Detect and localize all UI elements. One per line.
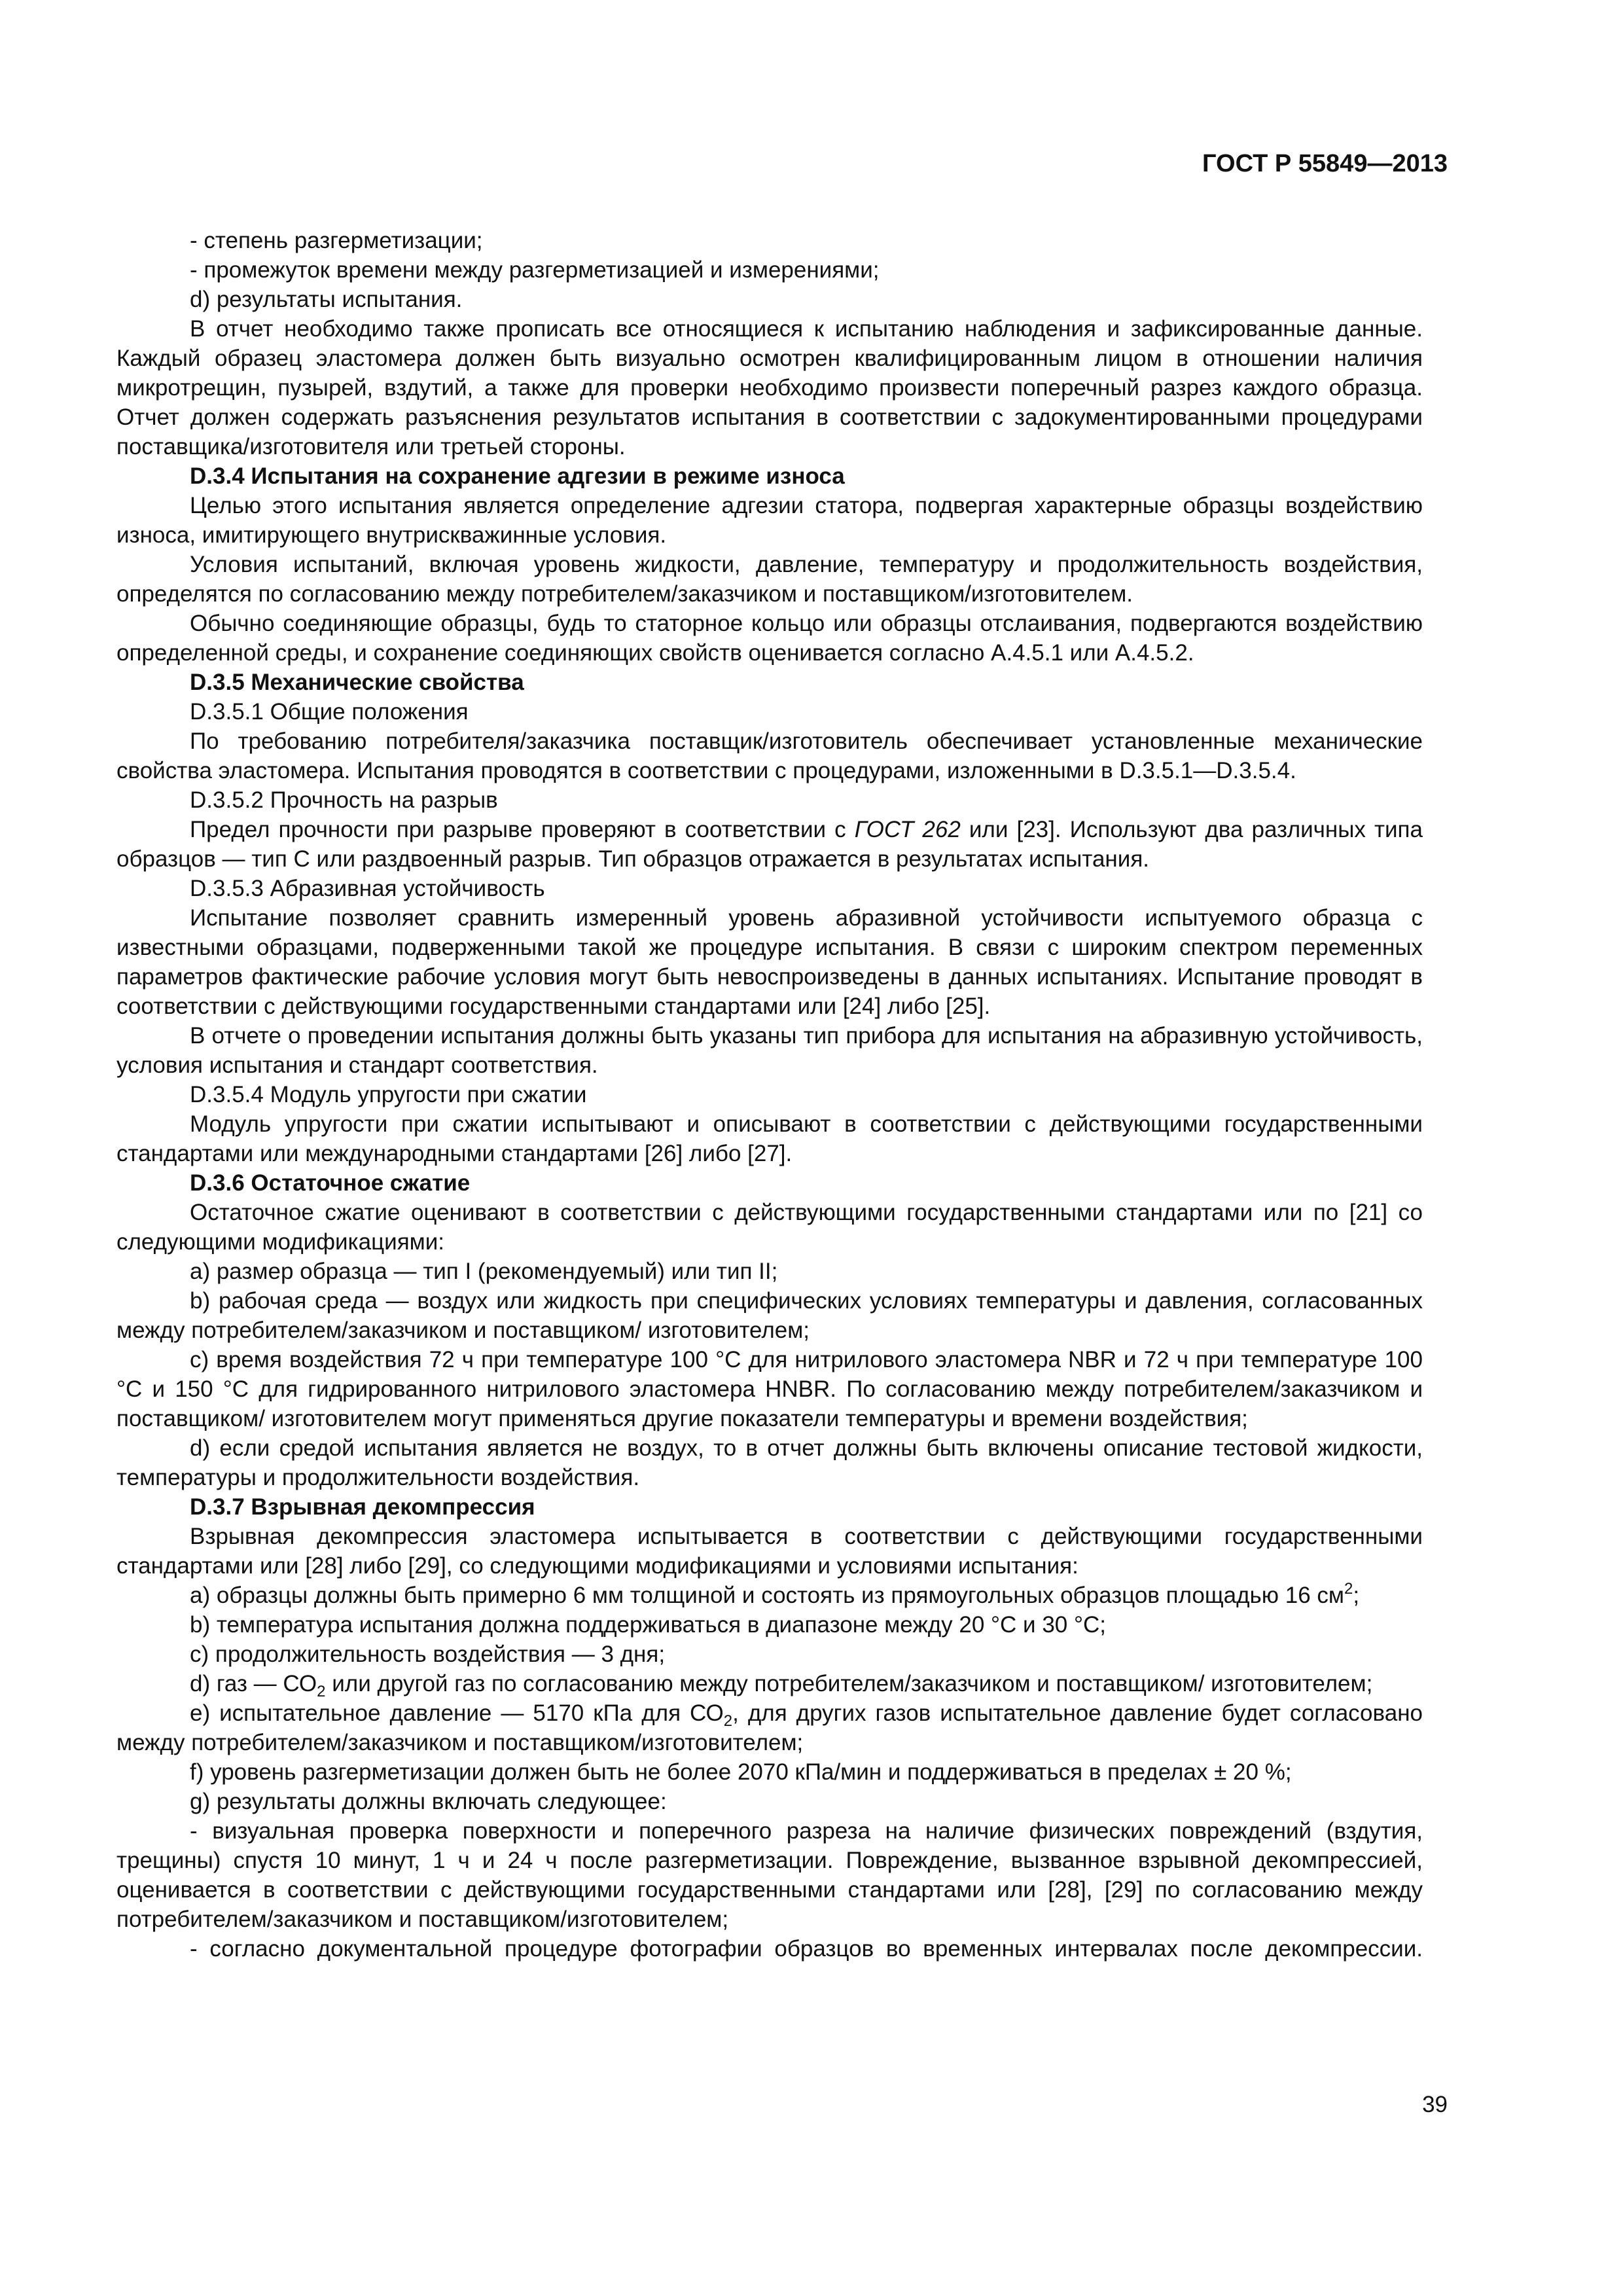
paragraph: Испытание позволяет сравнить измеренный уровень абразивной устойчивости испытуемого образца с известными образцами, подверженными такой же процедуре испытания. В связи с широким спектром переменных параметров фактические рабочие условия могут быть невоспроизведены в данных испытаниях. Испытание проводят в соответствии с действующими государственными стандартами или [24] либо [25]. bbox=[116, 905, 1423, 1019]
list-item bbox=[116, 1698, 1423, 1757]
list-item bbox=[116, 1581, 1423, 1610]
list-item: f) уровень разгерметизации должен быть не более 2070 кПа/мин и поддерживаться в пределах ± 20 %; bbox=[190, 1759, 1292, 1785]
paragraph: В отчете о проведении испытания должны быть указаны тип прибора для испытания на абразивную устойчивость, условия испытания и стандарт соответствия. bbox=[116, 1023, 1423, 1078]
text-run: или [23]. Используют два различных типа образцов — тип С или раздвоенный разрыв. Тип образцов отражается в результатах испытания. bbox=[116, 817, 1423, 872]
text-run: ; bbox=[1353, 1583, 1360, 1608]
section-heading-d37: D.3.7 Взрывная декомпрессия bbox=[190, 1494, 535, 1520]
text-run: , для других газов испытательное давление будет согласовано между потребителем/заказчиком и поставщиком/изготовителем; bbox=[116, 1700, 1423, 1755]
document-number-header: ГОСТ Р 55849—2013 bbox=[1202, 150, 1448, 177]
subsection-heading-d353: D.3.5.3 Абразивная устойчивость bbox=[190, 876, 545, 901]
section-heading-d35: D.3.5 Механические свойства bbox=[190, 670, 524, 695]
paragraph bbox=[116, 815, 1423, 874]
list-item bbox=[116, 1669, 1423, 1698]
subscript: 2 bbox=[317, 1683, 326, 1700]
subsection-heading-d354: D.3.5.4 Модуль упругости при сжатии bbox=[190, 1082, 587, 1107]
paragraph: Целью этого испытания является определение адгезии статора, подвергая характерные образцы воздействию износа, имитирующего внутрискважинные условия. bbox=[116, 493, 1423, 548]
subscript: 2 bbox=[723, 1712, 733, 1730]
list-item: b) рабочая среда — воздух или жидкость при специфических условиях температуры и давления, согласованных между потребителем/заказчиком и поставщиком/ изготовителем; bbox=[116, 1288, 1423, 1343]
text-run: Предел прочности при разрыве проверяют в соответствии с bbox=[190, 817, 855, 842]
text-run: e) испытательное давление — 5170 кПа для СО bbox=[190, 1700, 724, 1726]
standard-reference-link[interactable]: ГОСТ 262 bbox=[854, 817, 961, 842]
subsection-heading-d351: D.3.5.1 Общие положения bbox=[190, 699, 469, 725]
list-item: - промежуток времени между разгерметизацией и измерениями; bbox=[190, 257, 880, 283]
section-heading-d36: D.3.6 Остаточное сжатие bbox=[190, 1170, 471, 1196]
list-item: g) результаты должны включать следующее: bbox=[190, 1789, 667, 1814]
paragraph: Модуль упругости при сжатии испытывают и описывают в соответствии с действующими государственными стандартами или международными стандартами [26] либо [27]. bbox=[116, 1111, 1423, 1166]
paragraph: В отчет необходимо также прописать все относящиеся к испытанию наблюдения и зафиксированные данные. Каждый образец эластомера должен быть визуально осмотрен квалифицированным лицом в отношении наличия микротрещин, пузырей, вздутий, а также для проверки необходимо произвести поперечный разрез каждого образца. Отчет должен содержать разъяснения результатов испытания в соответствии с задокументированными процедурами поставщика/изготовителя или третьей стороны. bbox=[116, 316, 1423, 459]
paragraph: Взрывная декомпрессия эластомера испытывается в соответствии с действующими государственными стандартами или [28] либо [29], со следующими модификациями и условиями испытания: bbox=[116, 1524, 1423, 1579]
list-item: - согласно документальной процедуре фотографии образцов во временных интервалах после декомпрессии. bbox=[190, 1936, 1423, 1962]
list-item: - визуальная проверка поверхности и поперечного разреза на наличие физических повреждений (вздутия, трещины) спустя 10 минут, 1 ч и 24 ч после разгерметизации. Повреждение, вызванное взрывной декомпрессией, оценивается в соответствии с действующими государственными стандартами или [28], [29] по согласованию между потребителем/заказчиком и поставщиком/изготовителем; bbox=[116, 1818, 1423, 1932]
list-item: - степень разгерметизации; bbox=[190, 228, 483, 253]
list-item: b) температура испытания должна поддерживаться в диапазоне между 20 °С и 30 °С; bbox=[190, 1612, 1106, 1638]
section-heading-d34: D.3.4 Испытания на сохранение адгезии в режиме износа bbox=[190, 463, 845, 489]
text-run: или другой газ по согласованию между потребителем/заказчиком и поставщиком/ изготовителем; bbox=[325, 1671, 1373, 1696]
list-item: d) результаты испытания. bbox=[190, 287, 463, 312]
list-item: d) если средой испытания является не воздух, то в отчет должны быть включены описание тестовой жидкости, температуры и продолжительности воздействия. bbox=[116, 1435, 1423, 1490]
list-item: a) размер образца — тип I (рекомендуемый) или тип II; bbox=[190, 1259, 778, 1284]
paragraph: По требованию потребителя/заказчика поставщик/изготовитель обеспечивает установленные механические свойства эластомера. Испытания проводятся в соответствии с процедурами, изложенными в D.3.5.1—D.3.5.4. bbox=[116, 728, 1423, 783]
list-item: c) продолжительность воздействия — 3 дня; bbox=[190, 1641, 666, 1667]
document-body bbox=[116, 226, 1423, 1964]
list-item: c) время воздействия 72 ч при температуре 100 °С для нитрилового эластомера NBR и 72 ч при температуре 100 °С и 150 °С для гидрированного нитрилового эластомера HNBR. По согласованию между потребителем/заказчиком и поставщиком/ изготовителем могут применяться другие показатели температуры и времени воздействия; bbox=[116, 1347, 1423, 1431]
text-run: d) газ — СО bbox=[190, 1671, 317, 1696]
text-run: a) образцы должны быть примерно 6 мм толщиной и состоять из прямоугольных образцов площадью 16 см bbox=[190, 1583, 1344, 1608]
superscript: 2 bbox=[1344, 1580, 1353, 1598]
paragraph: Остаточное сжатие оценивают в соответствии с действующими государственными стандартами или по [21] со следующими модификациями: bbox=[116, 1200, 1423, 1255]
paragraph: Условия испытаний, включая уровень жидкости, давление, температуру и продолжительность воздействия, определятся по согласованию между потребителем/заказчиком и поставщиком/изготовителем. bbox=[116, 552, 1423, 607]
page-number: 39 bbox=[1422, 2092, 1448, 2117]
paragraph: Обычно соединяющие образцы, будь то статорное кольцо или образцы отслаивания, подвергаются воздействию определенной среды, и сохранение соединяющих свойств оценивается согласно А.4.5.1 или А.4.5.2. bbox=[116, 611, 1423, 666]
subsection-heading-d352: D.3.5.2 Прочность на разрыв bbox=[190, 787, 498, 813]
